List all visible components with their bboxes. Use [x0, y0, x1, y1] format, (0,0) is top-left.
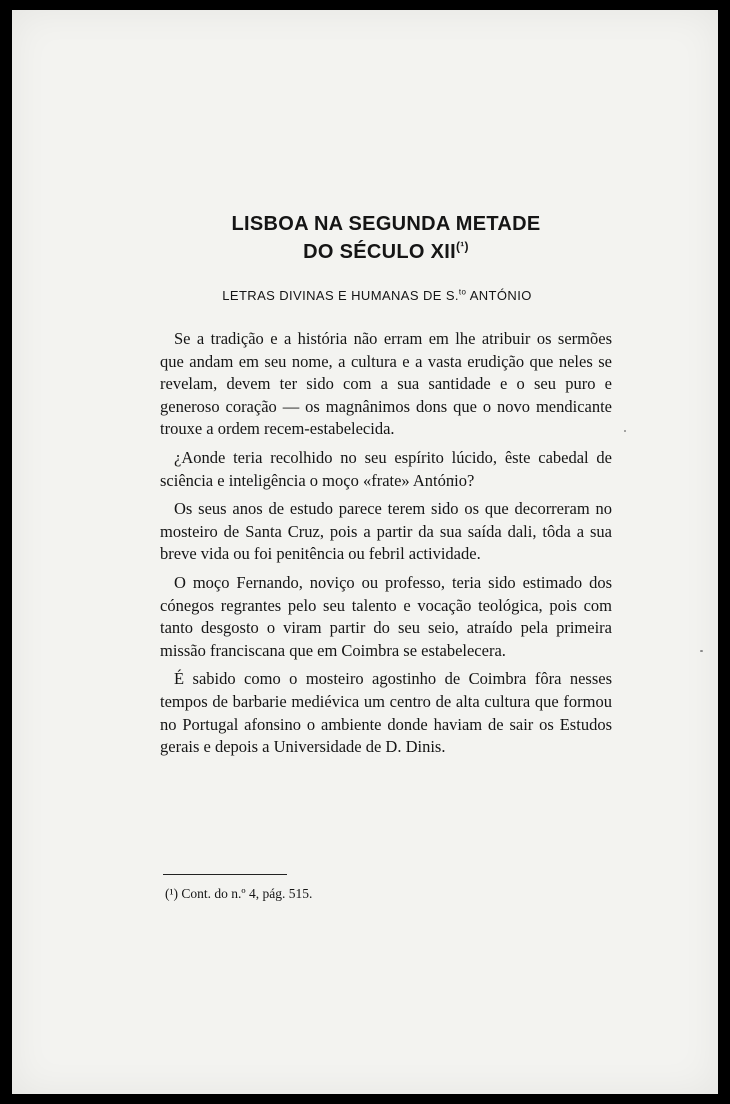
subtitle-suffix: ANTÓNIO [466, 288, 532, 303]
article-title [160, 210, 612, 266]
paper-speck [624, 430, 626, 432]
subtitle-abbrev-sup: to [458, 287, 467, 297]
paragraph: Se a tradição e a história não erram em lhe atribuir os sermões que andam em seu nome, a cultura e a vasta erudição que neles se revelam, devem ter sido com a sua santidade e o seu puro e generoso coração — os magnânimos dons que o novo mendicante trouxe a ordem recem-estabelecida. [160, 329, 612, 439]
paragraph: O moço Fernando, noviço ou professo, teria sido estimado dos cónegos regrantes pelo seu talento e vocação teológica, pois com tanto desgosto o viram partir do seu seio, atraído pela primeira missão franciscana que em Coimbra se estabelecera. [160, 572, 612, 660]
article-subtitle [142, 288, 612, 303]
title-line-2 [160, 238, 612, 266]
paper-speck [700, 650, 703, 652]
paragraph: É sabido como o mosteiro agostinho de Coimbra fôra nesses tempos de barbarie mediévica um centro de alta cultura que formou no Portugal afonsino o ambiente donde haviam de sair os Estudos gerais e depois a Universidade de D. Dinis. [160, 669, 612, 757]
subtitle-prefix: LETRAS DIVINAS E HUMANAS DE S. [222, 288, 459, 303]
footnote-divider [163, 874, 287, 875]
title-line-2-text: DO SÉCULO XII [303, 241, 456, 263]
article [160, 210, 612, 765]
paragraph: Os seus anos de estudo parece terem sido os que decorreram no mosteiro de Santa Cruz, pois a partir da sua saída dali, tôda a sua breve vida ou foi penitência ou febril actividade. [160, 499, 612, 564]
footnote-marker: (¹) [455, 239, 469, 254]
title-line-1: LISBOA NA SEGUNDA METADE [231, 213, 541, 235]
footnote: (¹) Cont. do n.º 4, pág. 515. [165, 886, 313, 901]
article-body [160, 328, 612, 759]
paragraph: ¿Aonde teria recolhido no seu espírito lúcido, êste cabedal de sciência e inteligência o moço «frate» António? [160, 447, 612, 490]
